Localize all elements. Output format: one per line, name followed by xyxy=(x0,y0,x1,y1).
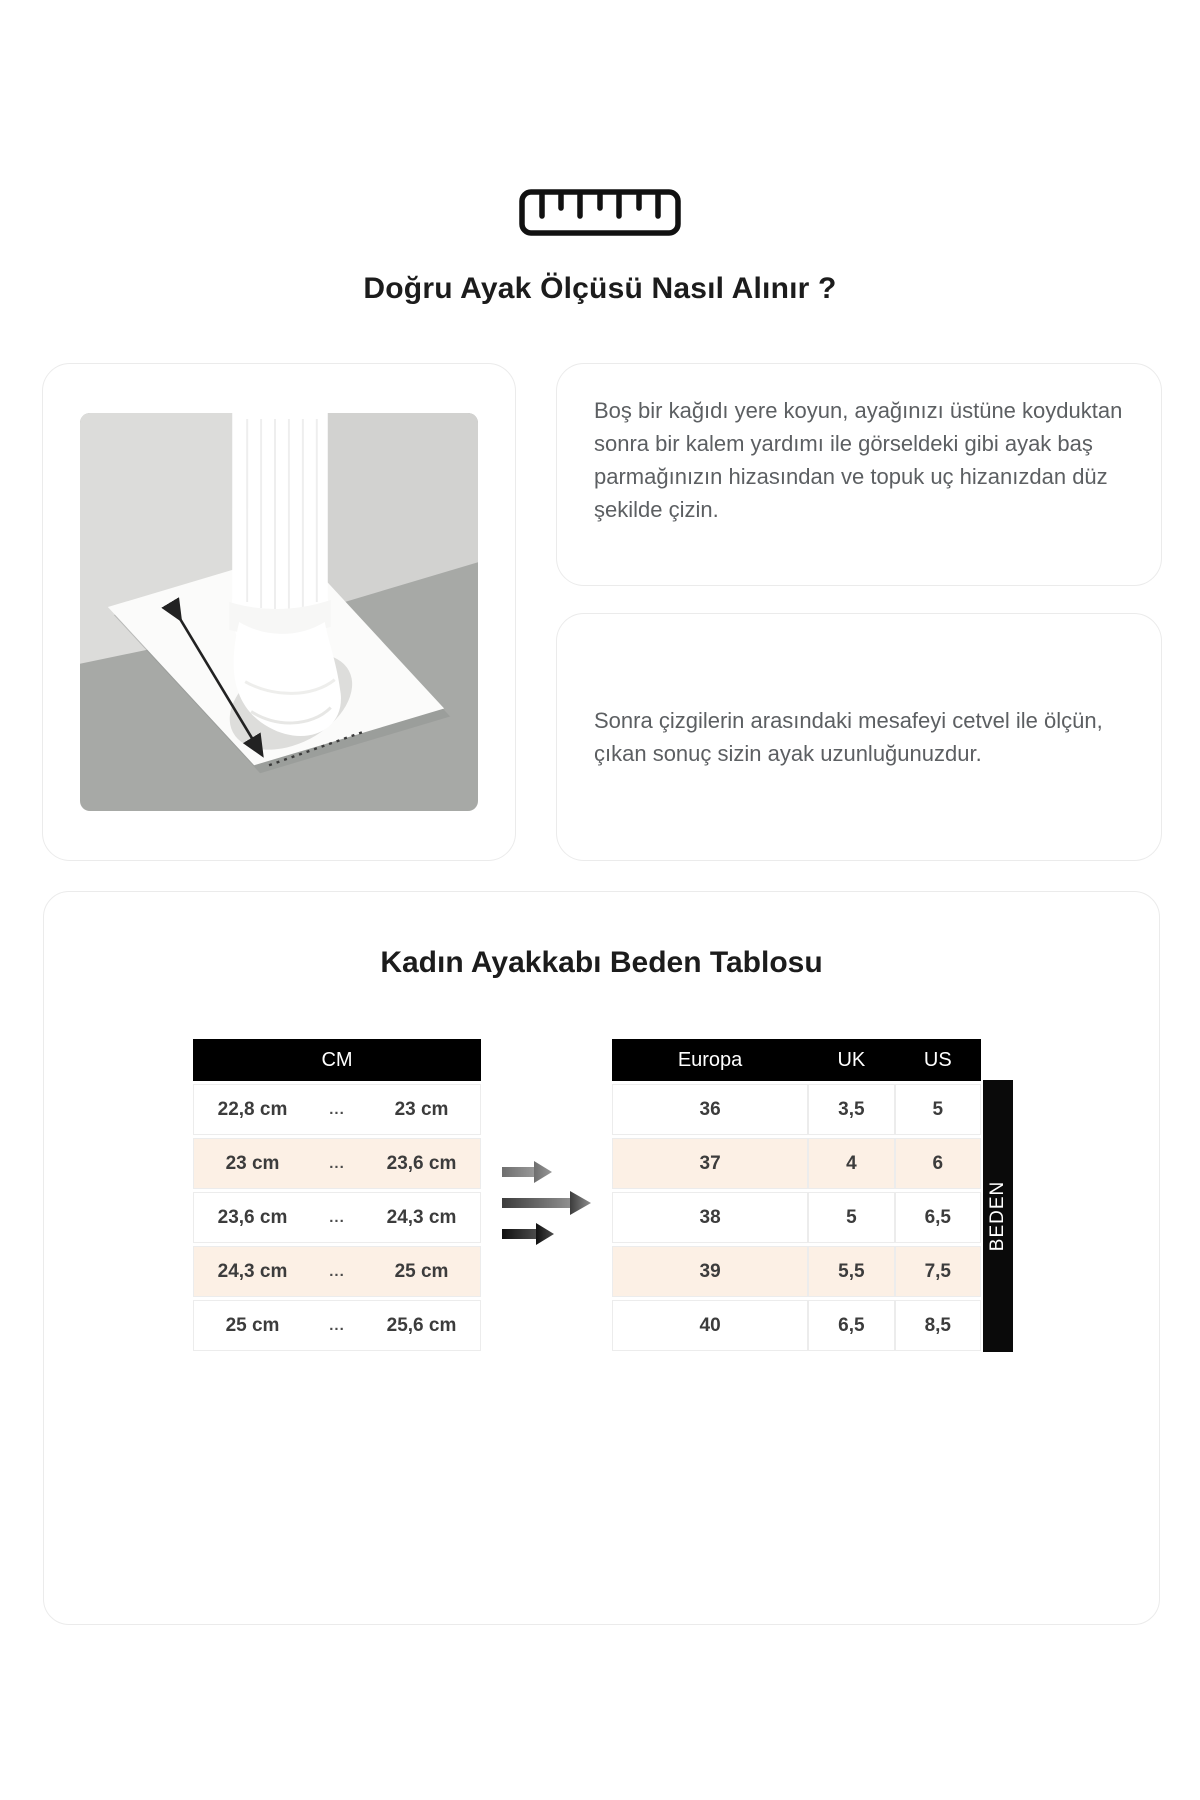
cm-range-table xyxy=(193,1036,481,1354)
cm-table-row xyxy=(193,1192,481,1243)
cm-to: 25 cm xyxy=(363,1246,481,1297)
instruction-cards xyxy=(556,363,1162,861)
size-table-row xyxy=(612,1300,981,1351)
eu-size: 37 xyxy=(612,1138,808,1189)
instruction-card-draw xyxy=(556,363,1162,586)
us-size: 6 xyxy=(895,1138,981,1189)
uk-size: 3,5 xyxy=(808,1084,894,1135)
us-size: 8,5 xyxy=(895,1300,981,1351)
cm-table-row xyxy=(193,1084,481,1135)
cm-from: 22,8 cm xyxy=(193,1084,311,1135)
hero-section xyxy=(0,0,1200,306)
eu-size: 40 xyxy=(612,1300,808,1351)
cm-table-row xyxy=(193,1300,481,1351)
range-dots: ... xyxy=(311,1246,363,1297)
size-conversion-table xyxy=(612,1036,981,1354)
cm-to: 23,6 cm xyxy=(363,1138,481,1189)
uk-size: 4 xyxy=(808,1138,894,1189)
size-table-row xyxy=(612,1084,981,1135)
eu-size: 38 xyxy=(612,1192,808,1243)
beden-label-text: BEDEN xyxy=(987,1180,1008,1252)
col-header-uk: UK xyxy=(808,1039,894,1081)
cm-table-header: CM xyxy=(193,1039,481,1081)
ruler-icon xyxy=(519,189,681,236)
col-header-europa: Europa xyxy=(612,1039,808,1081)
cm-from: 25 cm xyxy=(193,1300,311,1351)
size-table-row xyxy=(612,1246,981,1297)
size-tables-row xyxy=(193,1036,1159,1354)
range-dots: ... xyxy=(311,1138,363,1189)
eu-size: 39 xyxy=(612,1246,808,1297)
instruction-card-measure xyxy=(556,613,1162,861)
conversion-arrows-box xyxy=(481,1036,612,1316)
cm-from: 23,6 cm xyxy=(193,1192,311,1243)
instruction-text-draw: Boş bir kağıdı yere koyun, ayağınızı üstüne koyduktan sonra bir kalem yardımı ile görseldeki gibi ayak baş parmağınızın hizasından ve topuk uç hizanızdan düz şekilde çizin. xyxy=(594,398,1123,522)
uk-size: 5 xyxy=(808,1192,894,1243)
cm-from: 24,3 cm xyxy=(193,1246,311,1297)
measurement-photo-card xyxy=(42,363,516,861)
size-table-row xyxy=(612,1192,981,1243)
range-dots: ... xyxy=(311,1084,363,1135)
size-table-card xyxy=(43,891,1160,1625)
cm-to: 25,6 cm xyxy=(363,1300,481,1351)
page-title: Doğru Ayak Ölçüsü Nasıl Alınır ? xyxy=(363,272,837,305)
foot-tracing-photo xyxy=(80,413,478,811)
size-table-row xyxy=(612,1138,981,1189)
cm-table-row xyxy=(193,1246,481,1297)
us-size: 5 xyxy=(895,1084,981,1135)
cm-table-row xyxy=(193,1138,481,1189)
size-table-title: Kadın Ayakkabı Beden Tablosu xyxy=(380,946,823,979)
range-dots: ... xyxy=(311,1192,363,1243)
cm-to: 24,3 cm xyxy=(363,1192,481,1243)
range-dots: ... xyxy=(311,1300,363,1351)
cm-from: 23 cm xyxy=(193,1138,311,1189)
conversion-arrows-icon xyxy=(498,1160,598,1248)
col-header-us: US xyxy=(895,1039,981,1081)
beden-side-label xyxy=(983,1080,1013,1352)
us-size: 7,5 xyxy=(895,1246,981,1297)
eu-size: 36 xyxy=(612,1084,808,1135)
cm-to: 23 cm xyxy=(363,1084,481,1135)
uk-size: 6,5 xyxy=(808,1300,894,1351)
us-size: 6,5 xyxy=(895,1192,981,1243)
instruction-text-measure: Sonra çizgilerin arasındaki mesafeyi cetvel ile ölçün, çıkan sonuç sizin ayak uzunluğunuzdur. xyxy=(594,708,1103,766)
uk-size: 5,5 xyxy=(808,1246,894,1297)
instructions-row xyxy=(42,363,1162,861)
